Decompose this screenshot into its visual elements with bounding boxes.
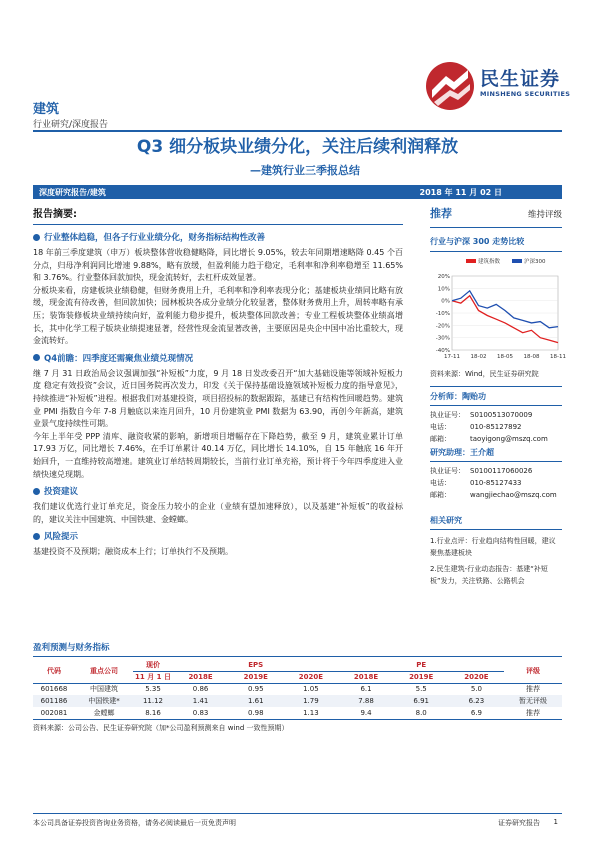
section-title-q4: Q4前瞻：四季度还需聚焦业绩兑现情况 [33,352,403,364]
y-tick-label: -20% [435,323,450,330]
rating-row [430,205,562,221]
paragraph: 今年上半年受 PPP 清库、融资收紧的影响，新增项目增幅存在下降趋势，截至 9 月，建筑业累计订单 17.93 万亿，同比增长 7.46%，在手订单累计 40.14 万亿，同比增长 14.10%，自 15 年触底 16 年开始回升，一直维持较高增速。建筑业订单结转周期较长，当前行业订单充裕，预计将于今年四季度进入业绩快速兑现期。 [33,431,403,479]
x-tick-label: 18-11 [550,354,566,360]
bullet-dot-icon [33,533,40,540]
summary-divider [33,224,403,225]
report-type: 行业研究/深度报告 [33,120,109,130]
logo-text-en: MINSHENG SECURITIES [480,90,571,98]
col-code: 代码 [47,666,61,675]
x-tick-label: 18-05 [497,354,513,360]
page-number: 1 [553,818,558,826]
chart-panel-title: 行业与沪深 300 走势比较 [430,237,525,246]
page-footer [33,818,562,828]
x-tick-label: 17-11 [444,354,460,360]
sidebar [430,205,566,587]
forecast-source: 资料来源：公司公告、民生证券研究院（加*公司盈利预测来自 wind 一致性预期） [33,723,289,732]
x-tick-label: 18-08 [523,354,540,360]
col-year: 2019E [243,673,268,681]
y-tick-label: -30% [435,335,450,342]
summary-heading: 报告摘要: [33,209,77,220]
band-date: 2018 年 11 月 02 日 [419,188,502,197]
table-row: 601668 中国建筑 5.35 0.86 0.95 1.05 6.1 5.5 5.0 推荐 [40,685,540,694]
footer-disclaimer: 本公司具备证券投资咨询业务资格，请务必阅读最后一页免责声明 [33,819,236,827]
forecast-section [33,641,562,734]
related-item[interactable]: 1.行业点评：行业趋向结构性回暖，建议聚焦基建板块 [430,537,556,557]
paragraph: 基建投资不及预期；融资成本上行；订单执行不及预期。 [33,547,233,557]
analyst-heading: 分析师：陶贻功 [430,392,486,401]
y-tick-label: -10% [435,311,450,317]
legend-label: 沪深300 [524,259,546,265]
rating-main: 推荐 [430,207,452,220]
col-company: 重点公司 [90,666,118,675]
paragraph: 18 年前三季度建筑（申万）板块整体营收稳健略降，同比增长 9.05%，较去年同期增速略降 0.45 个百分点，归母净利润同比增速 9.88%，略有放缓，但盈利能力趋于稳定，毛利率和净利率稳增至 11.65%和 3.76%。行业整体回款加快，现金流转好，去杠杆成效显著。 [33,248,403,283]
assistant-row: 邮箱： wangjiechao@mszq.com [430,491,557,499]
table-row: 601186 中国铁建* 11.12 1.41 1.61 1.79 7.88 6.91 6.23 暂无评级 [33,695,562,707]
col-pe: PE [338,659,504,671]
section-title-risk: 风险提示 [33,530,403,542]
paragraph: 我们建议优选行业订单充足，资金压力较小的企业（业绩有望加速释放），以及基建“补短板”的收益标的，建议关注中国建筑、中国铁建、金螳螂。 [33,502,403,524]
footer-doc-type: 证券研究报告 [498,819,540,827]
col-year: 2019E [409,673,434,681]
trend-chart [430,254,566,364]
y-tick-label: -40% [435,348,450,354]
col-price-date: 11 月 1 日 [135,673,171,681]
series-line [452,296,558,343]
analyst-row: 邮箱： taoyigong@mszq.com [430,435,548,443]
forecast-title: 盈利预测与财务指标 [33,643,110,653]
paragraph: 分板块来看，房建板块业绩稳健，但财务费用上升，毛利率和净利率表现分化；基建板块业绩同比略有放缓，现金流有待改善，但回款加快；园林板块各成分业绩分化较显著，整体财务费用上升，周转率略有承压；装饰装修板块业绩持续向好，盈利能力稳步提升，板块整体回款改善；专业工程板块整体业绩高增长，其中化学工程子版块业绩提速显著，经营性现金流显著改善，主要原因是央企中国中冶比重较大，现金流转好。 [33,285,403,346]
forecast-table [33,659,562,720]
bullet-dot-icon [33,488,40,495]
col-eps: EPS [173,659,338,671]
report-title: Q3 细分板块业绩分化，关注后续利润释放 [136,137,459,157]
col-year: 2020E [464,673,489,681]
col-price: 现价 [146,660,160,669]
table-header-row [33,659,562,671]
rating-sub: 维持评级 [527,210,562,220]
col-year: 2018E [188,673,213,681]
y-tick-label: 10% [437,286,450,293]
company-logo [424,60,584,120]
legend-label: 建筑指数 [478,259,501,265]
bullet-dot-icon [33,234,40,241]
chart-source: 资料来源：Wind，民生证券研究院 [430,370,539,378]
col-rating: 评级 [526,666,540,675]
bullet-dot-icon [33,354,40,361]
legend-swatch [466,259,476,263]
band-category: 深度研究报告/建筑 [39,188,106,197]
y-tick-label: 20% [437,274,450,280]
table-row: 002081 金螳螂 8.16 0.83 0.98 1.13 9.4 8.0 6.9 推荐 [33,707,562,719]
logo-text-cn: 民生证券 [480,68,561,90]
section-title-advice: 投资建议 [33,485,403,497]
y-tick-label: 0% [441,298,450,305]
assistant-row: 电话： 010-85127433 [430,479,522,487]
col-year: 2020E [298,673,324,681]
related-heading: 相关研究 [430,516,462,525]
summary-section [33,205,403,559]
report-band [33,185,562,199]
industry-name: 建筑 [33,102,60,117]
paragraph: 继 7 月 31 日政治局会议强调加强“补短板”力度，9 月 18 日发改委召开“加大基础设施等领域补短板力度 稳定有效投资”会议，近日国务院再次发力，印发《关于保持基础设施领域补短板力度的指导意见》，持续推进“补短板”进程。根据我们对基建投资，项目招投标的数据跟踪，基建已有结构性回暖趋势。建筑业 PMI 指数自今年 7-8 月触底以来连月回升，10 月份建筑业 PMI 数据为 63.90，再创今年新高，建筑业景气度持续性可期。 [33,368,403,429]
assistant-heading: 研究助理：王介超 [430,448,494,457]
analyst-row: 执业证号： S0100513070009 [430,411,533,419]
x-tick-label: 18-02 [470,354,487,360]
report-subtitle: —建筑行业三季报总结 [250,164,360,177]
assistant-row: 执业证号： S0100117060026 [430,467,533,475]
analyst-row: 电话： 010-85127892 [430,423,522,431]
logo-mark-icon [424,60,476,112]
related-item[interactable]: 2.民生建筑-行业动态报告：基建“补短板”发力，关注铁路、公路机会 [430,565,548,585]
section-title-industry: 行业整体趋稳，但各子行业业绩分化，财务指标结构性改善 [33,231,403,243]
col-year: 2018E [353,673,379,681]
legend-swatch [512,259,522,263]
